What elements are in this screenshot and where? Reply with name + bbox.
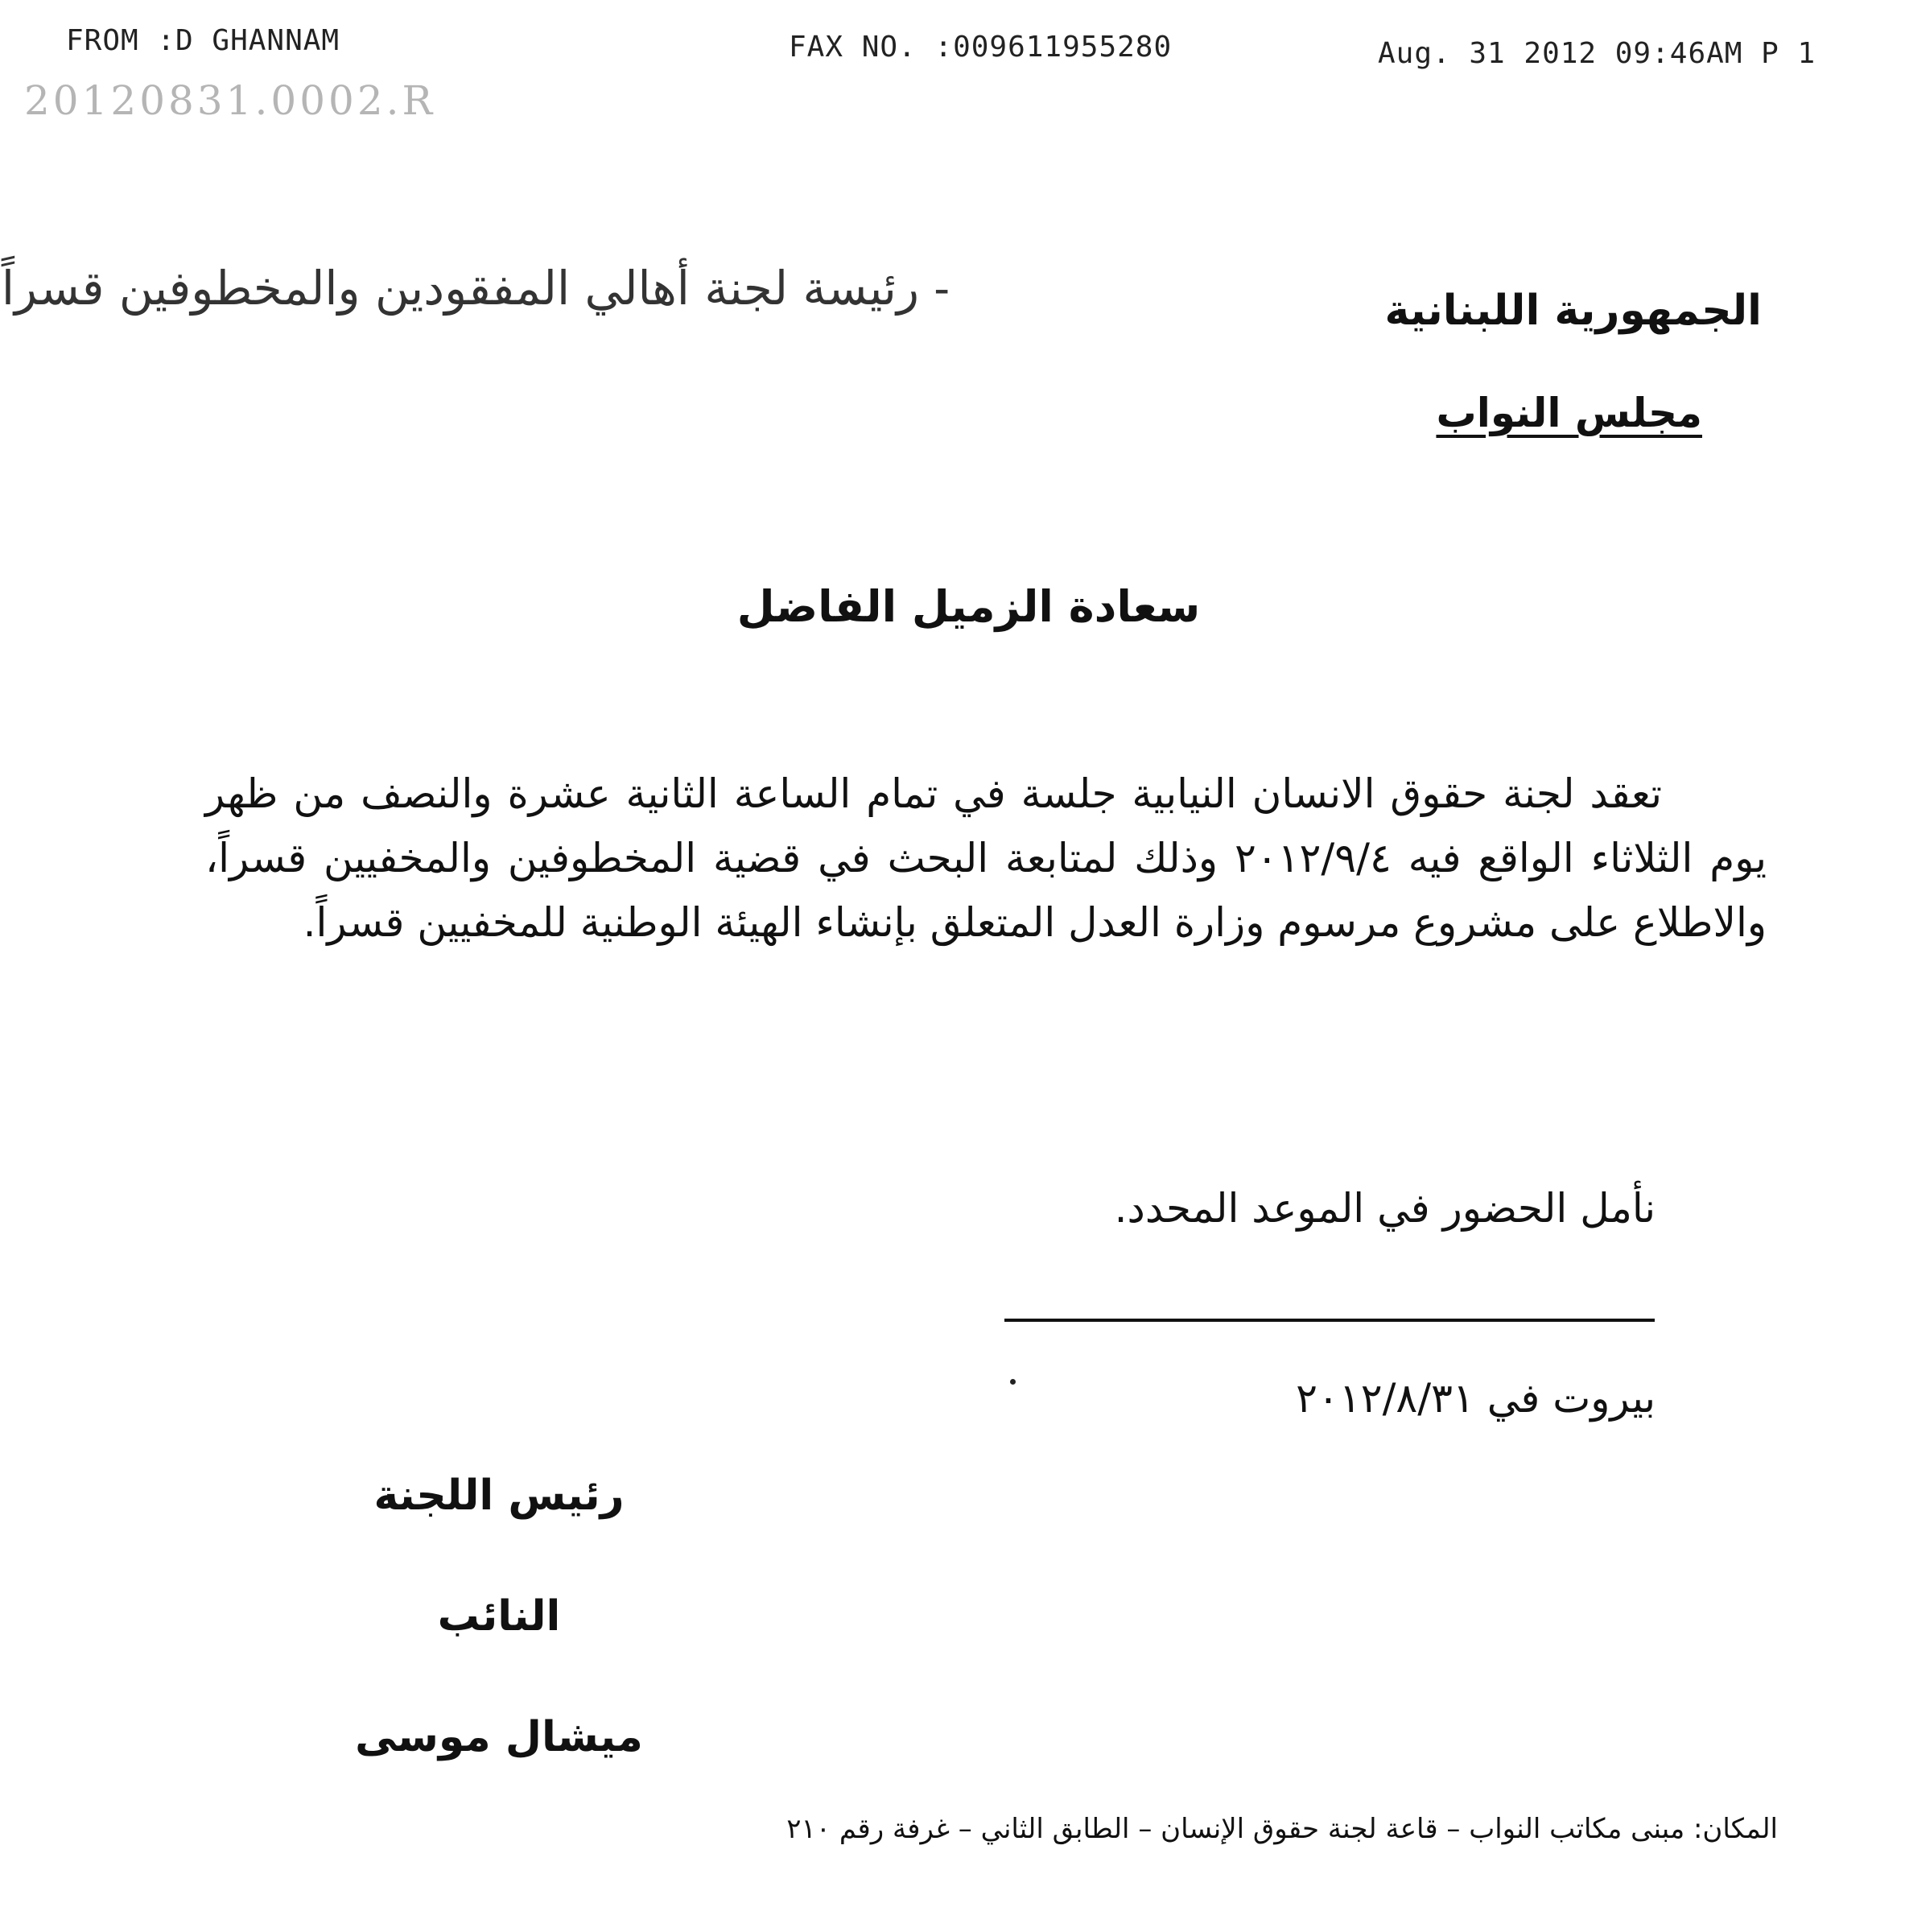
handwritten-note: - رئيسة لجنة أهالي المفقودين والمخطوفين قسراً: [1, 261, 950, 316]
body-paragraph: تعقد لجنة حقوق الانسان النيابية جلسة في تمام الساعة الثانية عشرة والنصف من ظهر يوم الثلاثاء الواقع فيه ٢٠١٢/٩/٤ وذلك لمتابعة البحث في قضية المخطوفين والمخفيين قسراً، والاطلاع على مشروع مرسوم وزارة العدل المتعلق بإنشاء الهيئة الوطنية للمخفيين قسراً.: [205, 770, 1767, 946]
fax-number: FAX NO. :009611955280: [789, 31, 1173, 64]
signatory-role: رئيس اللجنة: [373, 1472, 625, 1520]
signatory-name: ميشال موسى: [355, 1713, 643, 1761]
meeting-location: المكان: مبنى مكاتب النواب – قاعة لجنة حقوق الإنسان – الطابق الثاني – غرفة رقم ٢١٠: [786, 1813, 1778, 1845]
place-date: بيروت في ٢٠١٢/٨/٣١: [1296, 1375, 1656, 1422]
reference-code-stamp: 20120831.0002.R: [24, 77, 436, 124]
fax-datetime-page: Aug. 31 2012 09:46AM P 1: [1378, 37, 1816, 70]
letterhead-parliament: مجلس النواب: [1436, 390, 1702, 436]
scan-speck: [1010, 1379, 1016, 1385]
fax-from: FROM :D GHANNAM: [66, 24, 340, 57]
signature-separator-line: [1004, 1319, 1655, 1322]
letterhead-country: الجمهورية اللبنانية: [1384, 287, 1762, 335]
closing-line: نأمل الحضور في الموعد المحدد.: [1114, 1185, 1656, 1232]
salutation: سعادة الزميل الفاضل: [736, 581, 1201, 632]
signatory-title: النائب: [437, 1592, 561, 1641]
